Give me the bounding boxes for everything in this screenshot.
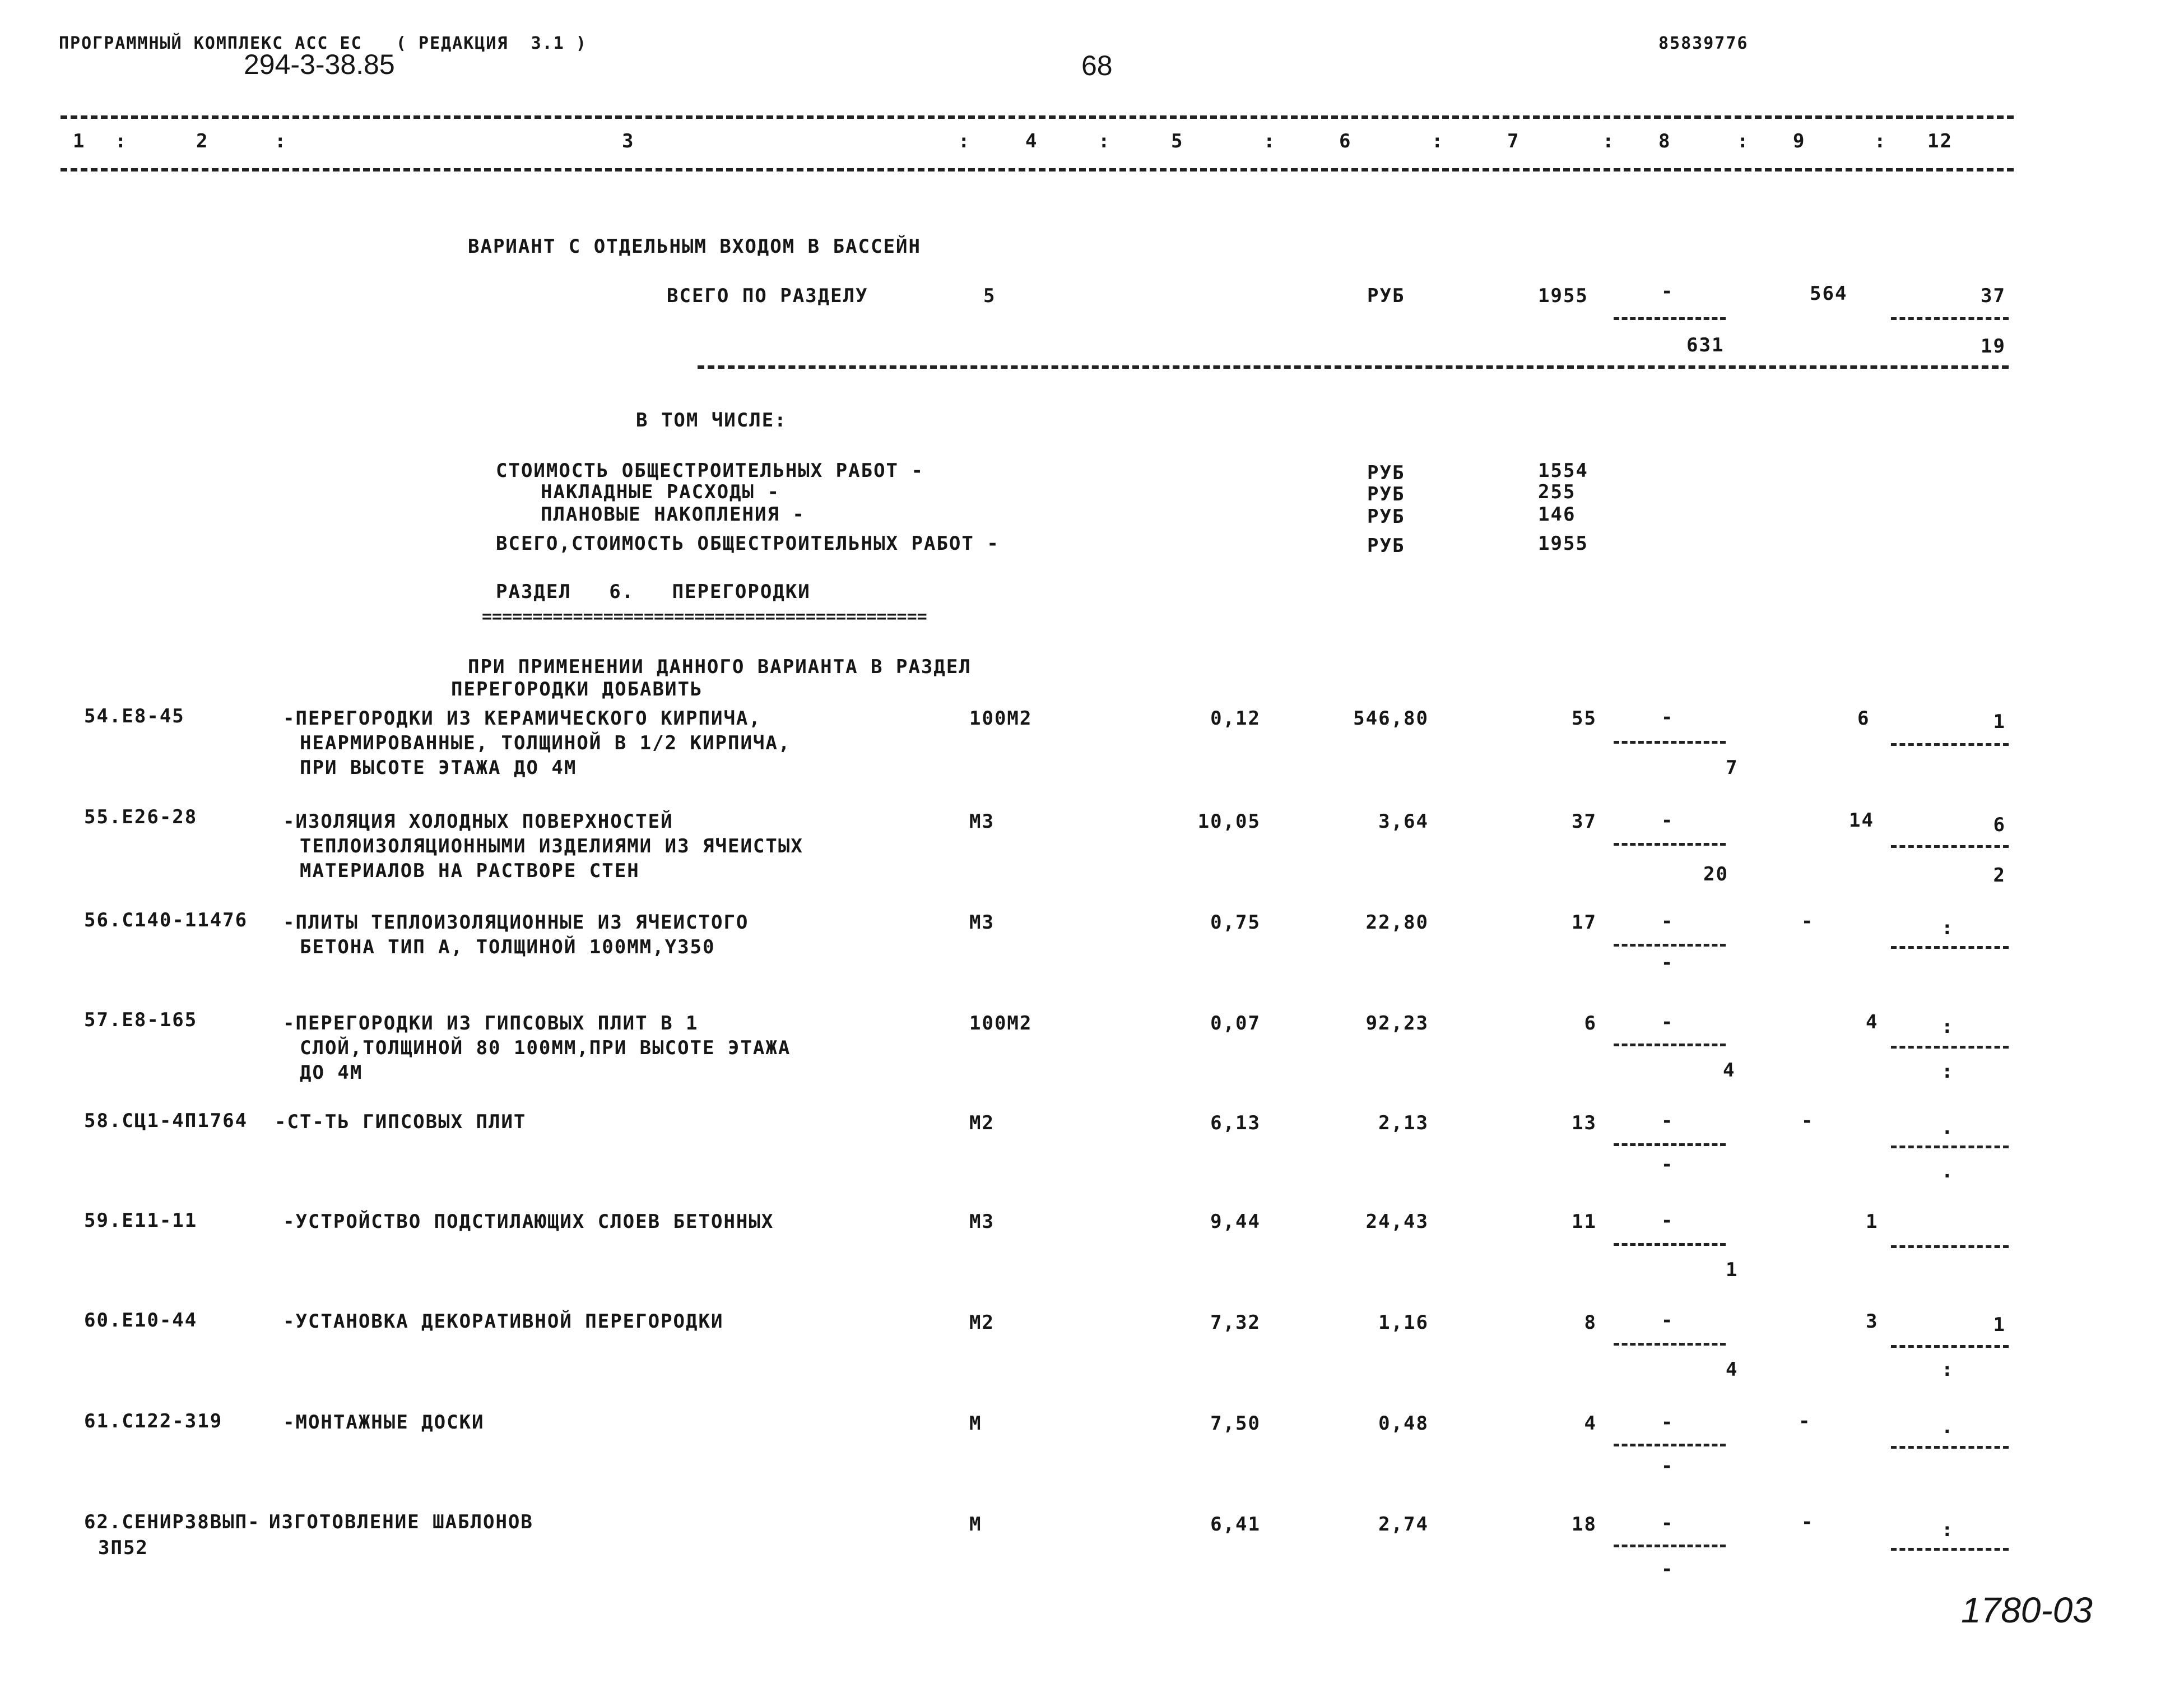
fraction-rule (1614, 944, 1726, 947)
fraction-rule (1614, 1044, 1726, 1046)
section-title-underline: ============================================ (482, 609, 927, 625)
fraction-rule (1891, 1446, 2009, 1449)
including-label: В ТОМ ЧИСЛЕ: (636, 409, 787, 432)
section-total-col9: 564 (1810, 282, 1848, 305)
header-rule-top (61, 115, 2014, 119)
document-number: 85839776 (1658, 34, 1749, 53)
project-code: 294-3-38.85 (244, 49, 395, 80)
fraction-rule (1891, 1548, 2009, 1551)
section-total-col8-bottom: 631 (1686, 334, 1725, 356)
section-total-dash: - (1661, 280, 1674, 303)
fraction-rule (1891, 845, 2009, 848)
section-total-col12: 37 (1981, 285, 2006, 307)
fraction-rule (1891, 946, 2009, 949)
totals-rule (698, 365, 2009, 369)
section-note: ПЕРЕГОРОДКИ ДОБАВИТЬ (451, 678, 703, 701)
program-title: ПРОГРАММНЫЙ КОМПЛЕКС АСС ЕС ( РЕДАКЦИЯ 3.1 ) (59, 34, 587, 53)
section-total-value: 1955 (1538, 285, 1588, 307)
fraction-rule (1614, 1143, 1726, 1146)
page-number: 68 (1081, 50, 1113, 81)
fraction-rule (1614, 1545, 1726, 1547)
header-rule-bottom (61, 168, 2014, 171)
fraction-rule (1614, 317, 1726, 320)
section-total-col12-bottom: 19 (1981, 335, 2006, 358)
section-total-number: 5 (983, 285, 996, 307)
fraction-rule (1891, 1146, 2009, 1148)
variant-title: ВАРИАНТ С ОТДЕЛЬНЫМ ВХОДОМ В БАССЕЙН (468, 235, 921, 258)
fraction-rule (1614, 843, 1726, 846)
fraction-rule (1891, 1345, 2009, 1348)
section-total-label: ВСЕГО ПО РАЗДЕЛУ (667, 285, 868, 307)
fraction-rule (1614, 741, 1726, 744)
fraction-rule (1614, 1444, 1726, 1446)
section-total-unit: РУБ (1367, 285, 1405, 307)
fraction-rule (1891, 1046, 2009, 1049)
archive-stamp: 1780-03 (1961, 1590, 2093, 1630)
section-title: РАЗДЕЛ 6. ПЕРЕГОРОДКИ (496, 581, 811, 603)
fraction-rule (1891, 317, 2009, 320)
section-note: ПРИ ПРИМЕНЕНИИ ДАННОГО ВАРИАНТА В РАЗДЕЛ (468, 656, 972, 678)
fraction-rule (1891, 743, 2009, 746)
fraction-rule (1614, 1343, 1726, 1346)
fraction-rule (1891, 1245, 2009, 1248)
fraction-rule (1614, 1243, 1726, 1246)
